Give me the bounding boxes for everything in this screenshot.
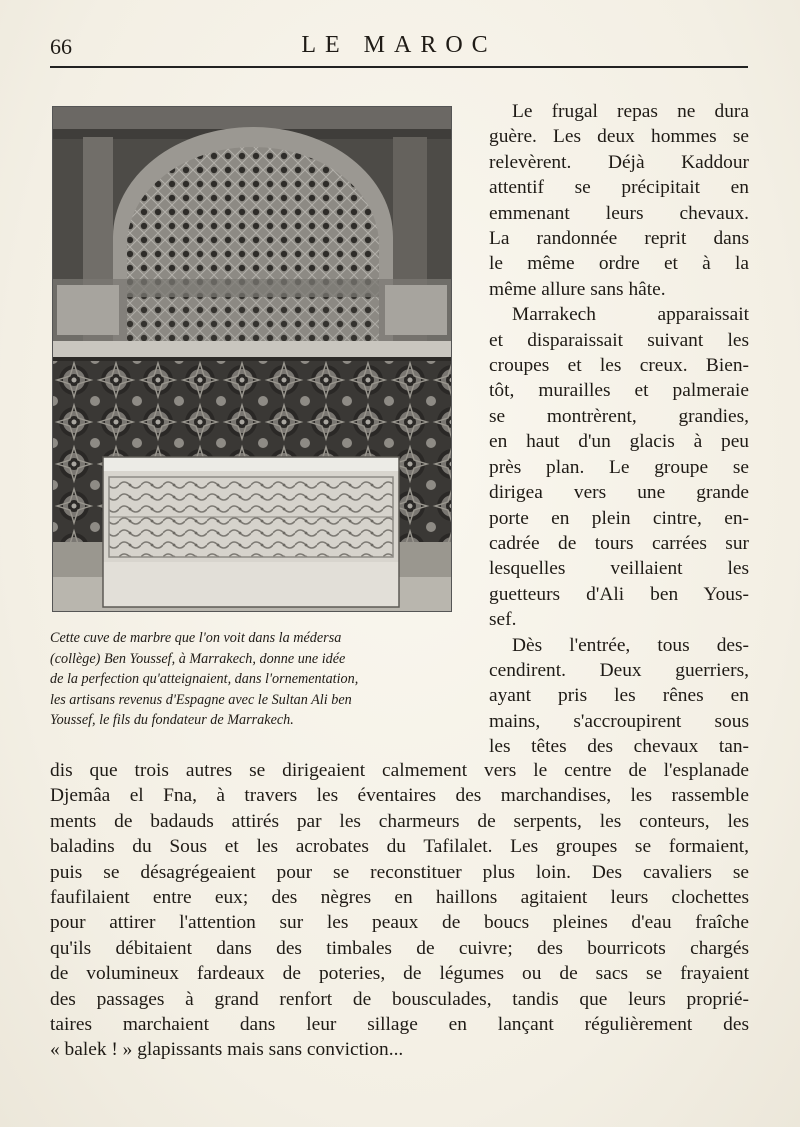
text-line: Dès l'entrée, tous des- xyxy=(512,634,749,656)
text-line: cadrée de tours carrées sur xyxy=(489,532,749,554)
text-line: mains, s'accroupirent sous xyxy=(489,710,749,732)
text-line: qu'ils débitaient dans des timbales de cuivre; des bourricots chargés xyxy=(50,937,749,959)
text-line: même allure sans hâte. xyxy=(489,278,666,300)
text-line: faufilaient entre eux; des nègres en haillons agitaient leurs clochettes xyxy=(50,887,749,909)
photo-illustration xyxy=(53,107,451,611)
page-header xyxy=(50,30,748,66)
text-line: emmenant leurs chevaux. xyxy=(489,202,749,224)
text-line: dis que trois autres se dirigeaient calmement vers le centre de l'esplanade xyxy=(50,760,749,781)
text-line: Marrakech apparaissait xyxy=(512,304,749,326)
text-line: cendirent. Deux guerriers, xyxy=(489,659,749,681)
text-line: le même ordre et à la xyxy=(489,253,749,275)
text-line: se montrèrent, grandies, xyxy=(489,405,749,427)
text-line: Le frugal repas ne dura xyxy=(512,101,749,122)
text-line: en haut d'un glacis à peu xyxy=(489,431,749,453)
caption-line: de la perfection qu'atteignaient, dans l'ornementation, xyxy=(50,671,359,687)
text-line: relevèrent. Déjà Kaddour xyxy=(489,151,749,173)
text-line: guère. Les deux hommes se xyxy=(489,126,749,148)
text-line: ments de badauds attirés par les charmeurs de serpents, les conteurs, les xyxy=(50,810,749,832)
text-line: porte en plein cintre, en- xyxy=(489,507,749,529)
text-line: tôt, murailles et palmeraie xyxy=(489,380,749,402)
text-line: « balek ! » glapissants mais sans conviction... xyxy=(50,1039,404,1061)
text-line: pour attirer l'attention sur les peaux de boucs pleines d'eau fraîche xyxy=(50,912,749,934)
text-line: près plan. Le groupe se xyxy=(489,456,749,478)
text-line: attentif se précipitait en xyxy=(489,177,749,199)
text-line: La randonnée reprit dans xyxy=(489,228,749,250)
text-line: ayant pris les rênes en xyxy=(489,685,749,707)
running-title: LE MAROC xyxy=(301,32,497,58)
caption-line: les artisans revenus d'Espagne avec le Sultan Ali ben xyxy=(50,691,352,708)
text-line: taires marchaient dans leur sillage en lançant régulièrement des xyxy=(50,1014,749,1036)
text-line: puis se désagrégeaient pour se reconstituer plus loin. Des cavaliers se xyxy=(50,861,749,883)
text-line: et disparaissait suivant les xyxy=(489,329,749,351)
text-line: de volumineux fardeaux de poteries, de légumes ou de sacs se frayaient xyxy=(50,963,749,985)
page-number: 66 xyxy=(50,34,72,59)
text-line: Djemâa el Fna, à travers les éventaires des marchandises, les rassemble xyxy=(50,785,749,807)
caption-line: Youssef, le fils du fondateur de Marrakech. xyxy=(50,712,294,728)
full-width-text xyxy=(50,758,749,1063)
text-line: sef. xyxy=(489,609,517,631)
text-line: les têtes des chevaux tan- xyxy=(489,736,749,758)
right-column-text xyxy=(489,99,749,760)
text-line: baladins du Sous et les acrobates du Tafilalet. Les groupes se formaient, xyxy=(50,836,749,858)
text-line: des passages à grand renfort de bousculades, tandis que leurs proprié- xyxy=(50,988,749,1010)
text-line: guetteurs d'Ali ben Yous- xyxy=(489,583,749,605)
caption-line: Cette cuve de marbre que l'on voit dans la médersa xyxy=(50,630,342,646)
caption-line: (collège) Ben Youssef, à Marrakech, donne une idée xyxy=(50,650,346,667)
text-line: dirigea vers une grande xyxy=(489,482,749,504)
marble-basin-photo xyxy=(52,106,452,612)
text-line: lesquelles veillaient les xyxy=(489,558,749,580)
header-rule xyxy=(50,66,748,68)
figure-caption xyxy=(50,628,453,731)
text-line: croupes et les creux. Bien- xyxy=(489,355,749,377)
